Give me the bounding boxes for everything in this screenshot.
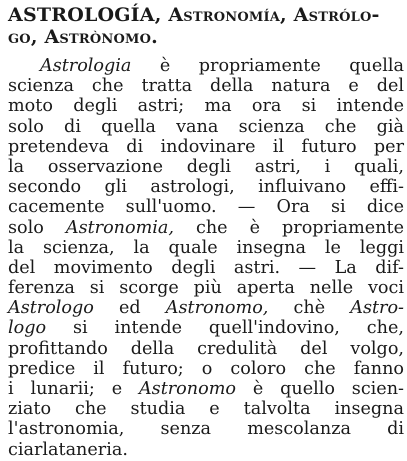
body-text-segment: solo di quella vana scienza che già [8, 116, 404, 137]
body-text-segment: la scienza, la quale insegna le leggi [8, 237, 404, 258]
body-text-segment: è propriamente quella [131, 56, 404, 76]
body-text-segment: solo [8, 217, 66, 238]
body-text-segment: pretendeva di indovinare il futuro per [8, 136, 404, 157]
body-text-segment: ciarlataneria. [8, 439, 128, 460]
term-italic: Astro- [350, 298, 404, 319]
body-line [8, 218, 404, 238]
body-text-segment: i lunarii; e [8, 379, 139, 399]
body-line [8, 339, 404, 359]
body-line [8, 137, 404, 157]
body-line [8, 258, 404, 278]
body-text-segment: che è propriamente [173, 217, 404, 238]
body-text-segment: cacemente sull'uomo. — Ora si dice [8, 197, 404, 218]
term-italic: Astronomo [138, 379, 236, 399]
heading-line-2: go, Astrònomo. [8, 26, 158, 48]
body-line [8, 278, 404, 298]
body-text-segment: profittando della credulità del volgo, [8, 338, 404, 359]
body-line [8, 177, 404, 197]
term-italic: Astronomo, [165, 298, 269, 319]
body-text-segment: del movimento degli astri. — La dif- [8, 257, 404, 278]
body-line [8, 419, 404, 439]
heading-terms-astronomia-astrologo: Astronomía, Astrólo- [168, 4, 380, 26]
body-line [8, 379, 404, 399]
body-line [8, 96, 404, 116]
body-line [8, 298, 404, 318]
body-line [8, 157, 404, 177]
body-text-segment: secondo gli astrologi, influivano effi- [8, 177, 404, 198]
heading-term-astrologia: ASTROLOGÍA, [8, 4, 169, 26]
body-line [8, 440, 404, 460]
entry-body [8, 56, 404, 460]
body-line [8, 197, 404, 217]
body-text-segment: è quello scien- [235, 379, 404, 399]
body-text-segment: ferenza si scorge più aperta nelle voci [8, 278, 404, 299]
body-text-segment: si intende quell'indovino, che, [46, 318, 404, 339]
term-italic: Astronomia, [65, 217, 174, 238]
body-text-segment: scienza che tratta della natura e del [8, 76, 404, 97]
heading-line-1 [8, 4, 404, 26]
body-line [8, 399, 404, 419]
term-italic: Astrologia [40, 56, 132, 76]
body-text-segment: ed [93, 298, 166, 319]
body-text-segment: la osservazione degli astri, i quali, [8, 156, 404, 177]
body-line [8, 117, 404, 137]
body-line [8, 76, 404, 96]
body-text-segment: moto degli astri; ma ora si intende [8, 96, 404, 117]
body-text-segment: chè [268, 298, 351, 319]
body-text-segment: ziato che studia e talvolta insegna [8, 399, 404, 420]
body-line [8, 318, 404, 338]
body-line [8, 238, 404, 258]
body-text-segment: l'astronomia, senza mescolanza di [8, 419, 404, 440]
body-text-segment: predice il futuro; o coloro che fanno [8, 358, 404, 379]
body-line [8, 359, 404, 379]
term-italic: logo [8, 318, 47, 339]
dictionary-entry [8, 4, 404, 460]
term-italic: Astrologo [8, 298, 94, 319]
entry-heading [8, 4, 404, 48]
body-line [8, 56, 404, 76]
